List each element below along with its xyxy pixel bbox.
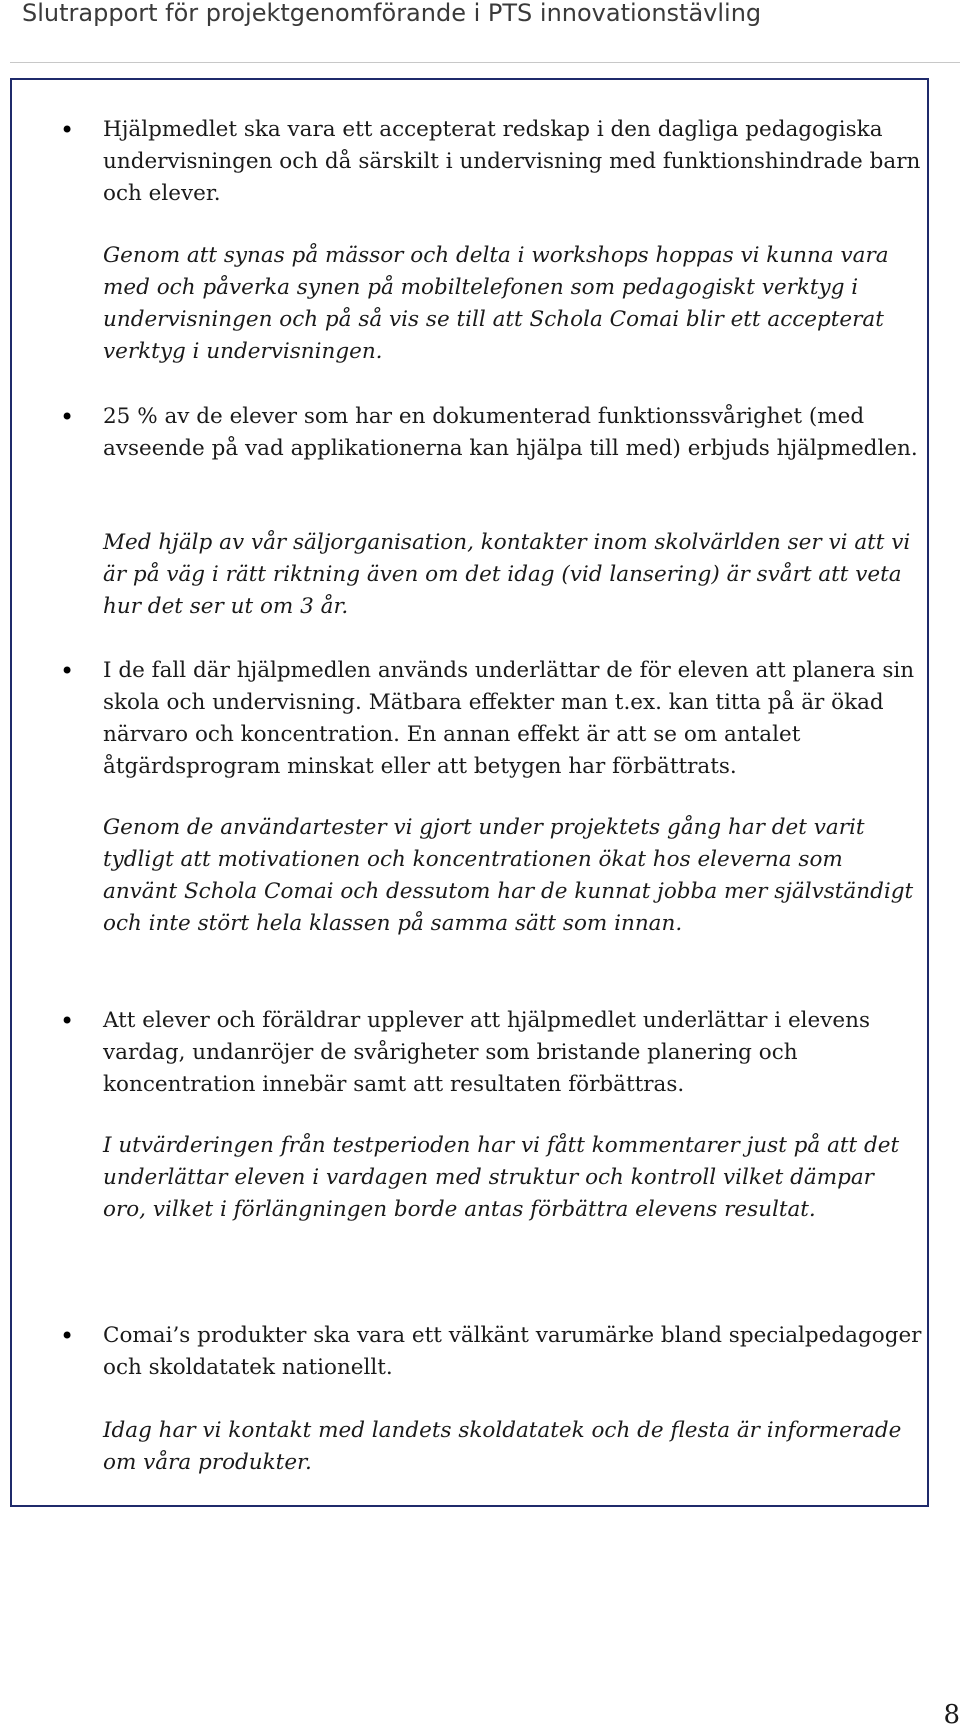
bullet-icon: •: [60, 403, 75, 431]
goal-item-5: Comai’s produkter ska vara ett välkänt varumärke bland specialpedagoger och skoldatatek nationellt.: [103, 1323, 922, 1380]
bullet-icon: •: [60, 657, 75, 685]
header-divider: [10, 62, 960, 63]
bullet-icon: •: [60, 1007, 75, 1035]
goal-item-1: Hjälpmedlet ska vara ett accepterat redskap i den dagliga pedagogiska undervisningen och då särskilt i undervisning med funktionshindrade barn och elever.: [103, 117, 921, 206]
goal-note-5: Idag har vi kontakt med landets skoldatatek och de flesta är informerade om våra produkter.: [103, 1418, 902, 1475]
goal-note-3: Genom de användartester vi gjort under projektets gång har det varit tydligt att motivationen och koncentrationen ökat hos eleverna som använt Schola Comai och dessutom har de kunnat jobba mer självständigt och inte stört hela klassen på samma sätt som innan.: [103, 815, 914, 936]
goal-note-4: I utvärderingen från testperioden har vi fått kommentarer just på att det underlättar eleven i vardagen med struktur och kontroll vilket dämpar oro, vilket i förlängningen borde antas förbättra elevens resultat.: [103, 1133, 900, 1222]
goal-note-2: Med hjälp av vår säljorganisation, kontakter inom skolvärlden ser vi att vi är på väg i rätt riktning även om det idag (vid lansering) är svårt att veta hur det ser ut om 3 år.: [103, 530, 911, 619]
bullet-icon: •: [60, 116, 75, 144]
goal-item-4: Att elever och föräldrar upplever att hjälpmedlet underlättar i elevens vardag, undanröjer de svårigheter som bristande planering och koncentration innebär samt att resultaten förbättras.: [103, 1008, 871, 1097]
page-number: 8: [943, 1700, 960, 1730]
page-header-title: Slutrapport för projektgenomförande i PTS innovationstävling: [22, 0, 762, 27]
bullet-icon: •: [60, 1322, 75, 1350]
goal-item-3: I de fall där hjälpmedlen används underlättar de för eleven att planera sin skola och undervisning. Mätbara effekter man t.ex. kan titta på är ökad närvaro och koncentration. En annan effekt är att se om antalet åtgärdsprogram minskat eller att betygen har förbättrats.: [103, 658, 915, 779]
goal-note-1: Genom att synas på mässor och delta i workshops hoppas vi kunna vara med och påverka synen på mobiltelefonen som pedagogiskt verktyg i undervisningen och på så vis se till att Schola Comai blir ett accepterat verktyg i undervisningen.: [103, 243, 889, 364]
goal-item-2: 25 % av de elever som har en dokumenterad funktionssvårighet (med avseende på vad applikationerna kan hjälpa till med) erbjuds hjälpmedlen.: [103, 404, 918, 461]
